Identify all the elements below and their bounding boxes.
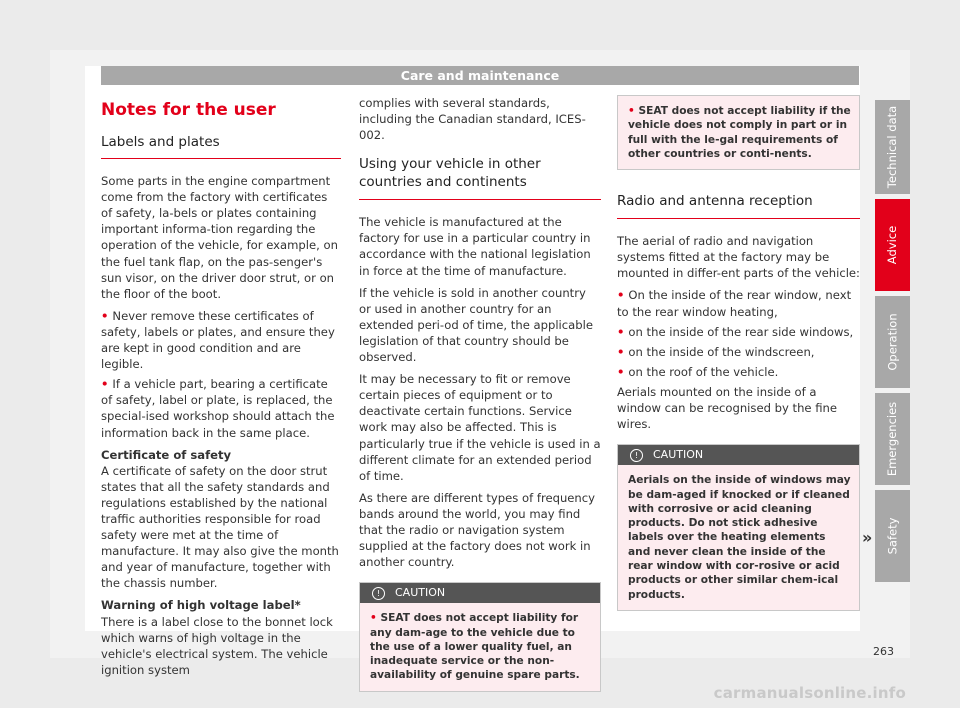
caution-body	[360, 603, 600, 690]
bullet-text: on the inside of the windscreen,	[628, 344, 815, 359]
page-number: 263	[873, 645, 894, 658]
certificate-text: A certificate of safety on the door strut states that all the safety standards and regulations established by the national traffic authorities responsible for road safety were met at the time of manufacture. It may also give the month and year of manufacture, together with the chassis number.	[101, 463, 339, 591]
column-1	[101, 95, 341, 684]
tab-advice[interactable]	[875, 199, 910, 291]
caution-text: Aerials on the inside of windows may be dam-aged if knocked or if cleaned with corrosive or acid cleaning products. Do not stick adhesive labels over the heating elements and never clean the inside of the rear window with cor-rosive or acid products or other similar chem-ical products.	[628, 474, 851, 601]
bullet-item	[617, 344, 860, 360]
warning-heading: Warning of high voltage label*	[101, 598, 301, 613]
paragraph: The aerial of radio and navigation systems fitted at the factory may be mounted in differ-ent parts of the vehicle:	[617, 234, 860, 281]
caution-header	[360, 583, 600, 603]
bullet-text: If a vehicle part, bearing a certificate of safety, label or plate, is replaced, the special-ised workshop should attach the information back in the same place.	[101, 377, 335, 440]
intro-paragraph: Some parts in the engine compartment come from the factory with certificates of safety, la-bels or plates containing important informa-tion regarding the operation of the vehicle, for example, on the fuel tank flap, on the pas-senger's sun visor, on the driver door strut, or on the floor of the boot.	[101, 174, 338, 301]
section-title-radio: Radio and antenna reception	[617, 192, 860, 219]
tab-label: Advice	[885, 225, 900, 265]
caution-icon: !	[372, 587, 385, 600]
caution-box-continued	[617, 95, 860, 170]
bullet-text: on the roof of the vehicle.	[628, 364, 779, 379]
tab-operation[interactable]	[875, 296, 910, 388]
tab-label: Safety	[885, 517, 900, 555]
bullet-icon: •	[617, 288, 625, 303]
tab-label: Operation	[885, 313, 900, 371]
tab-safety[interactable]	[875, 490, 910, 582]
bullet-item	[617, 324, 860, 340]
column-3	[617, 95, 860, 611]
bullet-icon: •	[617, 324, 625, 339]
tab-label: Technical data	[885, 105, 900, 189]
watermark-text: carmanualsonline.info	[713, 684, 906, 702]
bullet-icon: •	[617, 364, 625, 379]
paragraph: It may be necessary to fit or remove certain pieces of equipment or to deactivate certain functions. Service work may also be affected. This is particularly true if the vehicle is used in a different climate for an extended period of time.	[359, 372, 601, 483]
section-title-labels: Labels and plates	[101, 134, 341, 159]
caution-box	[617, 444, 860, 611]
bullet-item	[101, 376, 341, 440]
bullet-item	[617, 364, 860, 380]
tab-technical-data[interactable]	[875, 100, 910, 194]
bullet-item	[101, 308, 341, 372]
caution-icon: !	[630, 449, 643, 462]
bullet-text: Never remove these certificates of safety, labels or plates, and ensure they are kept in good condition and are legible.	[101, 308, 335, 372]
caution-box	[359, 582, 601, 691]
caution-text: SEAT does not accept liability for any dam-age to the vehicle due to the use of a lower quality fuel, an inadequate service or the non-availability of genuine spare parts.	[370, 612, 580, 682]
continue-icon: »	[862, 528, 873, 547]
bullet-icon: •	[370, 612, 381, 625]
section-header: Care and maintenance	[101, 66, 859, 85]
bullet-icon: •	[628, 105, 639, 117]
paragraph: If the vehicle is sold in another country or used in another country for an extended peri-od of time, the applicable legislation of that country should be observed.	[359, 285, 593, 365]
tab-emergencies[interactable]	[875, 393, 910, 485]
bullet-icon: •	[101, 308, 109, 323]
certificate-heading: Certificate of safety	[101, 447, 232, 462]
watermark	[0, 684, 960, 702]
bullet-text: on the inside of the rear side windows,	[628, 324, 854, 339]
caution-body	[618, 465, 859, 610]
caution-header	[618, 445, 859, 465]
caution-body	[618, 96, 859, 169]
continued-text: complies with several standards, including the Canadian standard, ICES-002.	[359, 96, 586, 143]
warning-text: There is a label close to the bonnet lock which warns of high voltage in the vehicle's electrical system. The vehicle ignition system	[101, 614, 333, 677]
paragraph: Aerials mounted on the inside of a window can be recognised by the fine wires.	[617, 384, 838, 432]
caution-label: CAUTION	[395, 586, 446, 600]
paragraph: As there are different types of frequency bands around the world, you may find that the radio or navigation system supplied at the factory does not work in another country.	[359, 490, 596, 570]
caution-label: CAUTION	[653, 448, 704, 462]
caution-text: SEAT does not accept liability if the vehicle does not comply in part or in full with the le-gal requirements of other countries or conti-nents.	[628, 105, 851, 160]
paragraph: The vehicle is manufactured at the factory for use in a particular country in accordance with the national legislation in force at the time of manufacture.	[359, 215, 591, 278]
tab-label: Emergencies	[885, 401, 900, 477]
bullet-icon: •	[101, 377, 109, 392]
bullet-item	[617, 287, 860, 319]
bullet-text: On the inside of the rear window, next to the rear window heating,	[617, 288, 852, 319]
page-title: Notes for the user	[101, 100, 276, 120]
section-title-other-countries: Using your vehicle in other countries and continents	[359, 155, 601, 200]
column-2	[359, 95, 601, 692]
bullet-icon: •	[617, 344, 625, 359]
